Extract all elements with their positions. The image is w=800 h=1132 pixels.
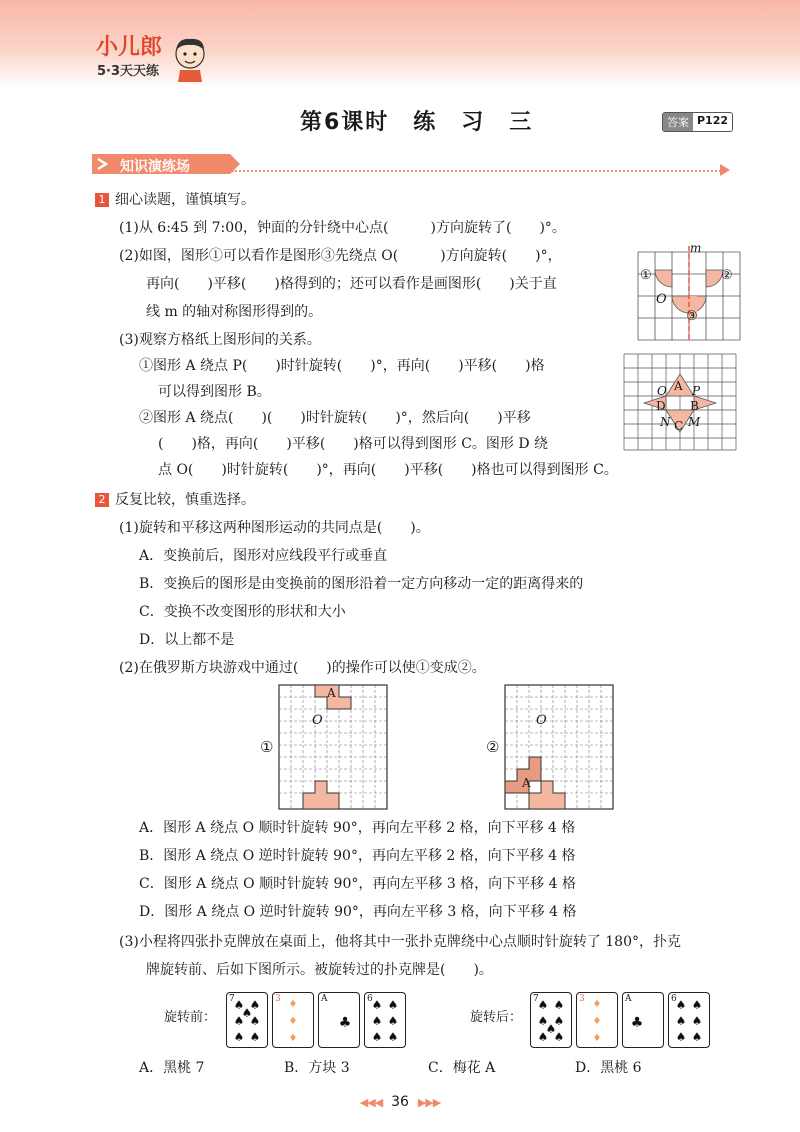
svg-text:♠: ♠: [675, 998, 687, 1012]
spade-pips-icon: [227, 993, 267, 1047]
card-club-a-after: [622, 992, 664, 1048]
svg-text:♣: ♣: [630, 1015, 644, 1031]
figure-symmetry-grid: [636, 244, 742, 344]
card-rank: 6: [671, 994, 677, 1004]
fig2-label-d: D: [656, 399, 666, 413]
fig2-label-m: M: [688, 415, 701, 429]
tetris-label-1: ①: [260, 738, 274, 756]
diamond-pips-icon: [273, 993, 313, 1047]
q2-part1-option-c: C．变换不改变图形的形状和大小: [139, 604, 346, 620]
card-spade-6-before: [364, 992, 406, 1048]
svg-text:♠: ♠: [553, 1030, 565, 1044]
question-2-heading: [95, 490, 255, 510]
tetris-grid-2: [504, 684, 614, 810]
q2-part2: (2)在俄罗斯方块游戏中通过( )的操作可以使①变成②。: [119, 660, 486, 676]
q2-part1: (1)旋转和平移这两种图形运动的共同点是( )。: [119, 520, 430, 536]
fig2-label-p: P: [692, 384, 701, 398]
svg-text:♠: ♠: [241, 1006, 253, 1020]
q2-part2-option-c: C．图形 A 绕点 O 顺时针旋转 90°，再向左平移 3 格，向下平移 4 格: [139, 876, 576, 892]
fig2-label-a: A: [674, 379, 683, 393]
card-rank: A: [625, 994, 632, 1004]
q1-part3-item1-line1: ①图形 A 绕点 P( )时针旋转( )°，再向( )平移( )格: [139, 358, 545, 374]
svg-text:♠: ♠: [371, 998, 383, 1012]
club-pip-icon: [623, 993, 663, 1047]
svg-text:♣: ♣: [338, 1015, 352, 1031]
card-rank: 3: [579, 994, 585, 1004]
q1-part1: (1)从 6:45 到 7:00，钟面的分针绕中心点( )方向旋转了( )°。: [119, 220, 566, 236]
question-title: 反复比较，慎重选择。: [115, 492, 255, 508]
tetris-shape-a-label-2: A: [522, 776, 531, 790]
mascot-icon: [168, 34, 212, 82]
q2-part3-line2: 牌旋转前、后如下图所示。被旋转过的扑克牌是( )。: [146, 962, 493, 978]
page-number: 36: [391, 1094, 409, 1110]
question-number: 2: [95, 493, 109, 507]
q2-part3-option-d: D．黑桃 6: [575, 1060, 642, 1076]
q2-part1-option-b: B．变换后的图形是由变换前的图形沿着一定方向移动一定的距离得来的: [139, 576, 584, 592]
q2-part2-option-a: A．图形 A 绕点 O 顺时针旋转 90°，再向左平移 2 格，向下平移 4 格: [139, 820, 576, 836]
card-spade-7-before: [226, 992, 268, 1048]
q1-part3-item1-line2: 可以得到图形 B。: [158, 384, 271, 400]
answer-label: 答案: [663, 113, 693, 131]
svg-text:♦: ♦: [288, 999, 298, 1010]
card-spade-7-after: [530, 992, 572, 1048]
svg-text:♠: ♠: [371, 1014, 383, 1028]
svg-text:♦: ♦: [288, 1033, 298, 1044]
svg-text:♠: ♠: [537, 1014, 549, 1028]
axis-label-m: m: [690, 241, 702, 255]
answer-page: P122: [697, 114, 729, 127]
fig2-label-n: N: [660, 415, 671, 429]
fig2-label-o: O: [657, 384, 667, 398]
q1-part2-line1: (2)如图，图形①可以看作是图形③先绕点 O( )方向旋转( )°，: [119, 248, 562, 264]
arrow-right-icon: ▶▶▶: [417, 1096, 441, 1109]
q1-part3-item2-line2: ( )格，再向( )平移( )格可以得到图形 C。图形 D 绕: [158, 436, 549, 452]
svg-text:♠: ♠: [371, 1030, 383, 1044]
svg-text:♠: ♠: [545, 1022, 557, 1036]
svg-text:♠: ♠: [387, 1030, 399, 1044]
svg-text:♠: ♠: [691, 1030, 703, 1044]
svg-text:♠: ♠: [233, 1030, 245, 1044]
svg-text:♠: ♠: [249, 1030, 261, 1044]
svg-text:♦: ♦: [592, 999, 602, 1010]
q1-part3-item2-line1: ②图形 A 绕点( )( )时针旋转( )°，然后向( )平移: [139, 410, 531, 426]
spade-pips-icon: [669, 993, 709, 1047]
q2-part2-option-d: D．图形 A 绕点 O 逆时针旋转 90°，再向左平移 3 格，向下平移 4 格: [139, 904, 577, 920]
q2-part3-option-c: C．梅花 A: [428, 1060, 496, 1076]
question-title: 细心读题，谨慎填写。: [115, 192, 255, 208]
after-label: 旋转后：: [470, 1010, 523, 1025]
tetris-point-o-2: O: [536, 713, 547, 728]
svg-text:♦: ♦: [592, 1016, 602, 1027]
tetris-shape-a-label: A: [327, 686, 336, 700]
point-label-o: O: [656, 292, 667, 307]
tetris-point-o-1: O: [312, 713, 323, 728]
q2-part3-option-b: B．方块 3: [284, 1060, 350, 1076]
svg-text:♠: ♠: [387, 1014, 399, 1028]
svg-text:♠: ♠: [553, 1014, 565, 1028]
svg-text:♠: ♠: [537, 1030, 549, 1044]
svg-text:♠: ♠: [691, 1014, 703, 1028]
shape-label-2: ②: [721, 268, 733, 283]
question-1-heading: [95, 190, 255, 210]
club-pip-icon: [319, 993, 359, 1047]
shape-label-1: ①: [640, 268, 652, 283]
figure-rotation-grid: [622, 352, 738, 452]
card-rank: 7: [229, 994, 235, 1004]
svg-text:♦: ♦: [288, 1016, 298, 1027]
svg-text:♠: ♠: [249, 998, 261, 1012]
brand-logo: 小儿郎: [96, 35, 163, 60]
card-spade-6-after: [668, 992, 710, 1048]
fig2-label-c: C: [674, 419, 684, 433]
shape-label-3: ③: [686, 309, 698, 324]
answer-reference-tag: [662, 112, 733, 132]
svg-text:♠: ♠: [233, 998, 245, 1012]
svg-text:♠: ♠: [249, 1014, 261, 1028]
page-footer: [0, 1094, 800, 1110]
svg-text:♠: ♠: [233, 1014, 245, 1028]
q2-part2-option-b: B．图形 A 绕点 O 逆时针旋转 90°，再向左平移 2 格，向下平移 4 格: [139, 848, 576, 864]
spade-pips-icon: [531, 993, 571, 1047]
card-rank: 6: [367, 994, 373, 1004]
svg-text:♠: ♠: [691, 998, 703, 1012]
svg-text:♠: ♠: [675, 1014, 687, 1028]
spade-pips-icon: [365, 993, 405, 1047]
page-title: 第6课时 练 习 三: [300, 110, 534, 135]
svg-text:♠: ♠: [553, 998, 565, 1012]
arrow-right-icon: [720, 164, 730, 176]
svg-text:♦: ♦: [592, 1033, 602, 1044]
section-title: 知识演练场: [120, 159, 190, 175]
card-diamond-3-after: [576, 992, 618, 1048]
q1-part2-line2: 再向( )平移( )格得到的；还可以看作是画图形( )关于直: [146, 276, 557, 292]
diamond-pips-icon: [577, 993, 617, 1047]
fig2-label-b: B: [690, 399, 699, 413]
card-rank: 3: [275, 994, 281, 1004]
q1-part3-item2-line3: 点 O( )时针旋转( )°，再向( )平移( )格也可以得到图形 C。: [158, 462, 618, 478]
q1-part3: (3)观察方格纸上图形间的关系。: [119, 332, 321, 348]
svg-text:♠: ♠: [675, 1030, 687, 1044]
arrow-left-icon: ◀◀◀: [359, 1096, 383, 1109]
card-rank: A: [321, 994, 328, 1004]
card-rank: 7: [533, 994, 539, 1004]
svg-text:♠: ♠: [387, 998, 399, 1012]
q2-part1-option-a: A．变换前后，图形对应线段平行或垂直: [139, 548, 388, 564]
card-club-a-before: [318, 992, 360, 1048]
tetris-label-2: ②: [486, 738, 500, 756]
question-number: 1: [95, 193, 109, 207]
svg-text:♠: ♠: [537, 998, 549, 1012]
section-divider: [232, 170, 724, 172]
before-label: 旋转前：: [164, 1010, 217, 1025]
q2-part3-option-a: A．黑桃 7: [139, 1060, 205, 1076]
q2-part3-line1: (3)小程将四张扑克牌放在桌面上，他将其中一张扑克牌绕中心点顺时针旋转了 180°，扑克: [119, 934, 682, 950]
card-diamond-3-before: [272, 992, 314, 1048]
q2-part1-option-d: D．以上都不是: [139, 632, 235, 648]
q1-part2-line3: 线 m 的轴对称图形得到的。: [146, 304, 323, 320]
series-label: 5·3天天练: [97, 64, 160, 79]
